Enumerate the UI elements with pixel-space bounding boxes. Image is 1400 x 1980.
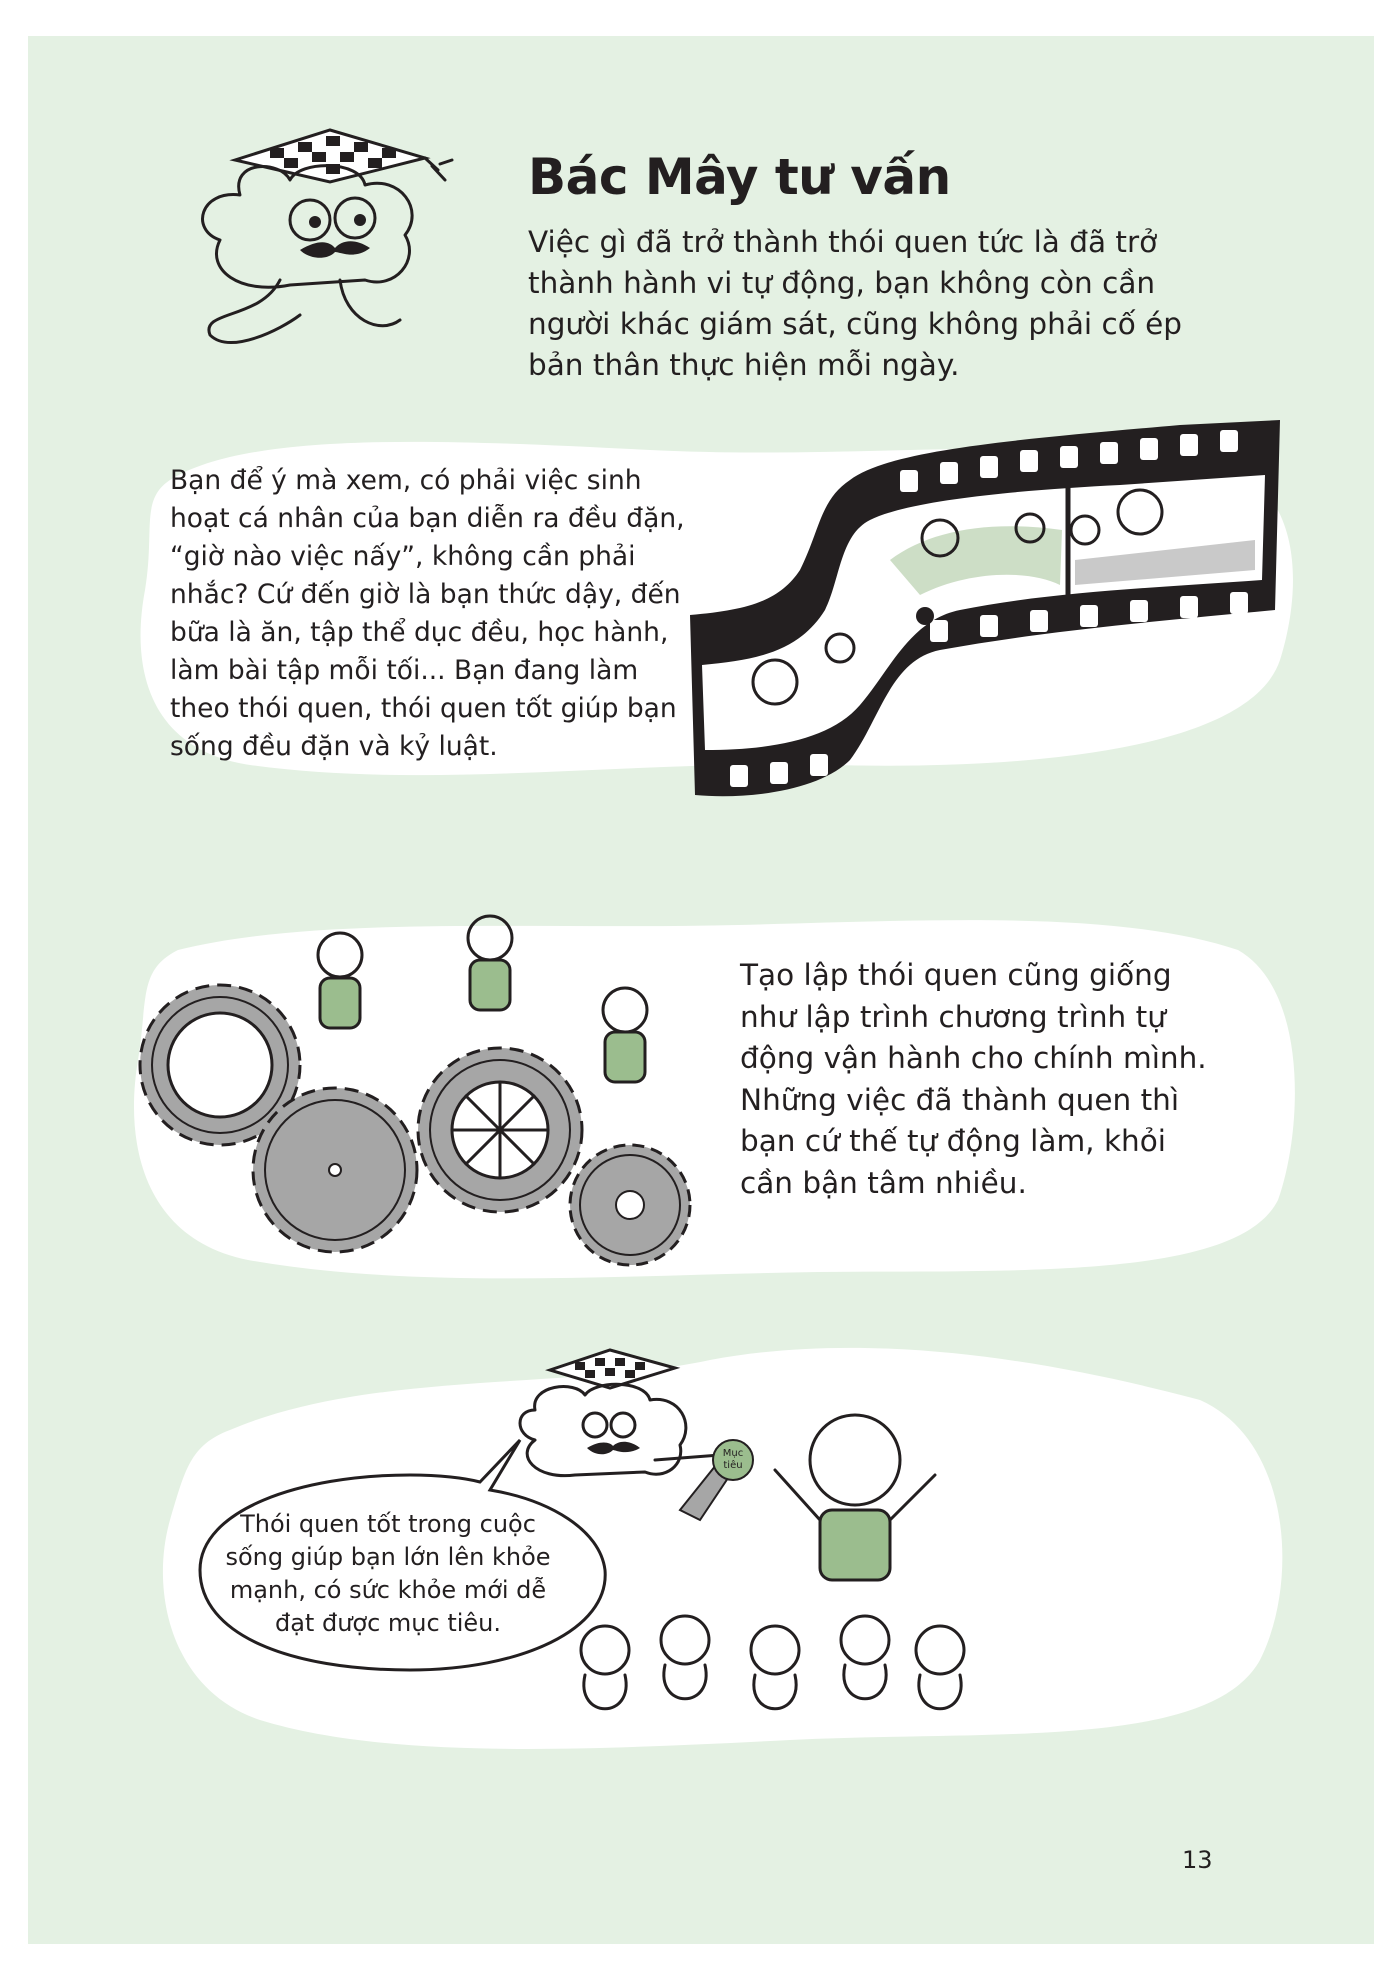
medal-label: Mục tiêu <box>722 1448 744 1471</box>
gear-icon <box>253 1088 417 1252</box>
speech-bubble-text: Thói quen tốt trong cuộc sống giúp bạn lớn lên khỏe mạnh, có sức khỏe mới dễ đạt được mục tiêu. <box>225 1510 551 1637</box>
kid-figure <box>581 1626 629 1709</box>
kid-figure <box>841 1616 889 1699</box>
advice-title: Bác Mây tư vấn <box>528 148 951 206</box>
kid-figure <box>751 1626 799 1709</box>
gear-icon <box>418 1048 582 1212</box>
graduation-cap-icon <box>235 130 452 182</box>
film-strip-illustration <box>690 420 1290 800</box>
gears-paragraph: Tạo lập thói quen cũng giống như lập trình chương trình tự động vận hành cho chính mình. Những việc đã thành quen thì bạn cứ thế tự động làm, khỏi cần bận tâm nhiều. <box>740 958 1207 1200</box>
gears-illustration <box>125 930 705 1270</box>
kid-figure <box>318 933 362 1028</box>
gear-icon <box>570 1145 690 1265</box>
page-number: 13 <box>1182 1846 1213 1874</box>
mascot-with-medal-illustration <box>515 1350 1075 1760</box>
graduation-cap-icon <box>550 1350 675 1388</box>
cloud-mascot-illustration <box>170 120 470 370</box>
kid-figure <box>468 916 512 1010</box>
advice-text: Việc gì đã trở thành thói quen tức là đã trở thành hành vi tự động, bạn không còn cần người khác giám sát, cũng không phải cố ép bản thân thực hiện mỗi ngày. <box>528 225 1183 382</box>
routine-paragraph: Bạn để ý mà xem, có phải việc sinh hoạt cá nhân của bạn diễn ra đều đặn, “giờ nào việc nấy”, không cần phải nhắc? Cứ đến giờ là bạn thức dậy, đến bữa là ăn, tập thể dục đều, học hành, làm bài tập mỗi tối... Bạn đang làm theo thói quen, thói quen tốt giúp bạn sống đều đặn và kỷ luật. <box>170 465 685 762</box>
kid-figure <box>661 1616 709 1699</box>
kid-figure <box>916 1626 964 1709</box>
kid-figure <box>775 1415 935 1580</box>
kid-figure <box>603 988 647 1082</box>
